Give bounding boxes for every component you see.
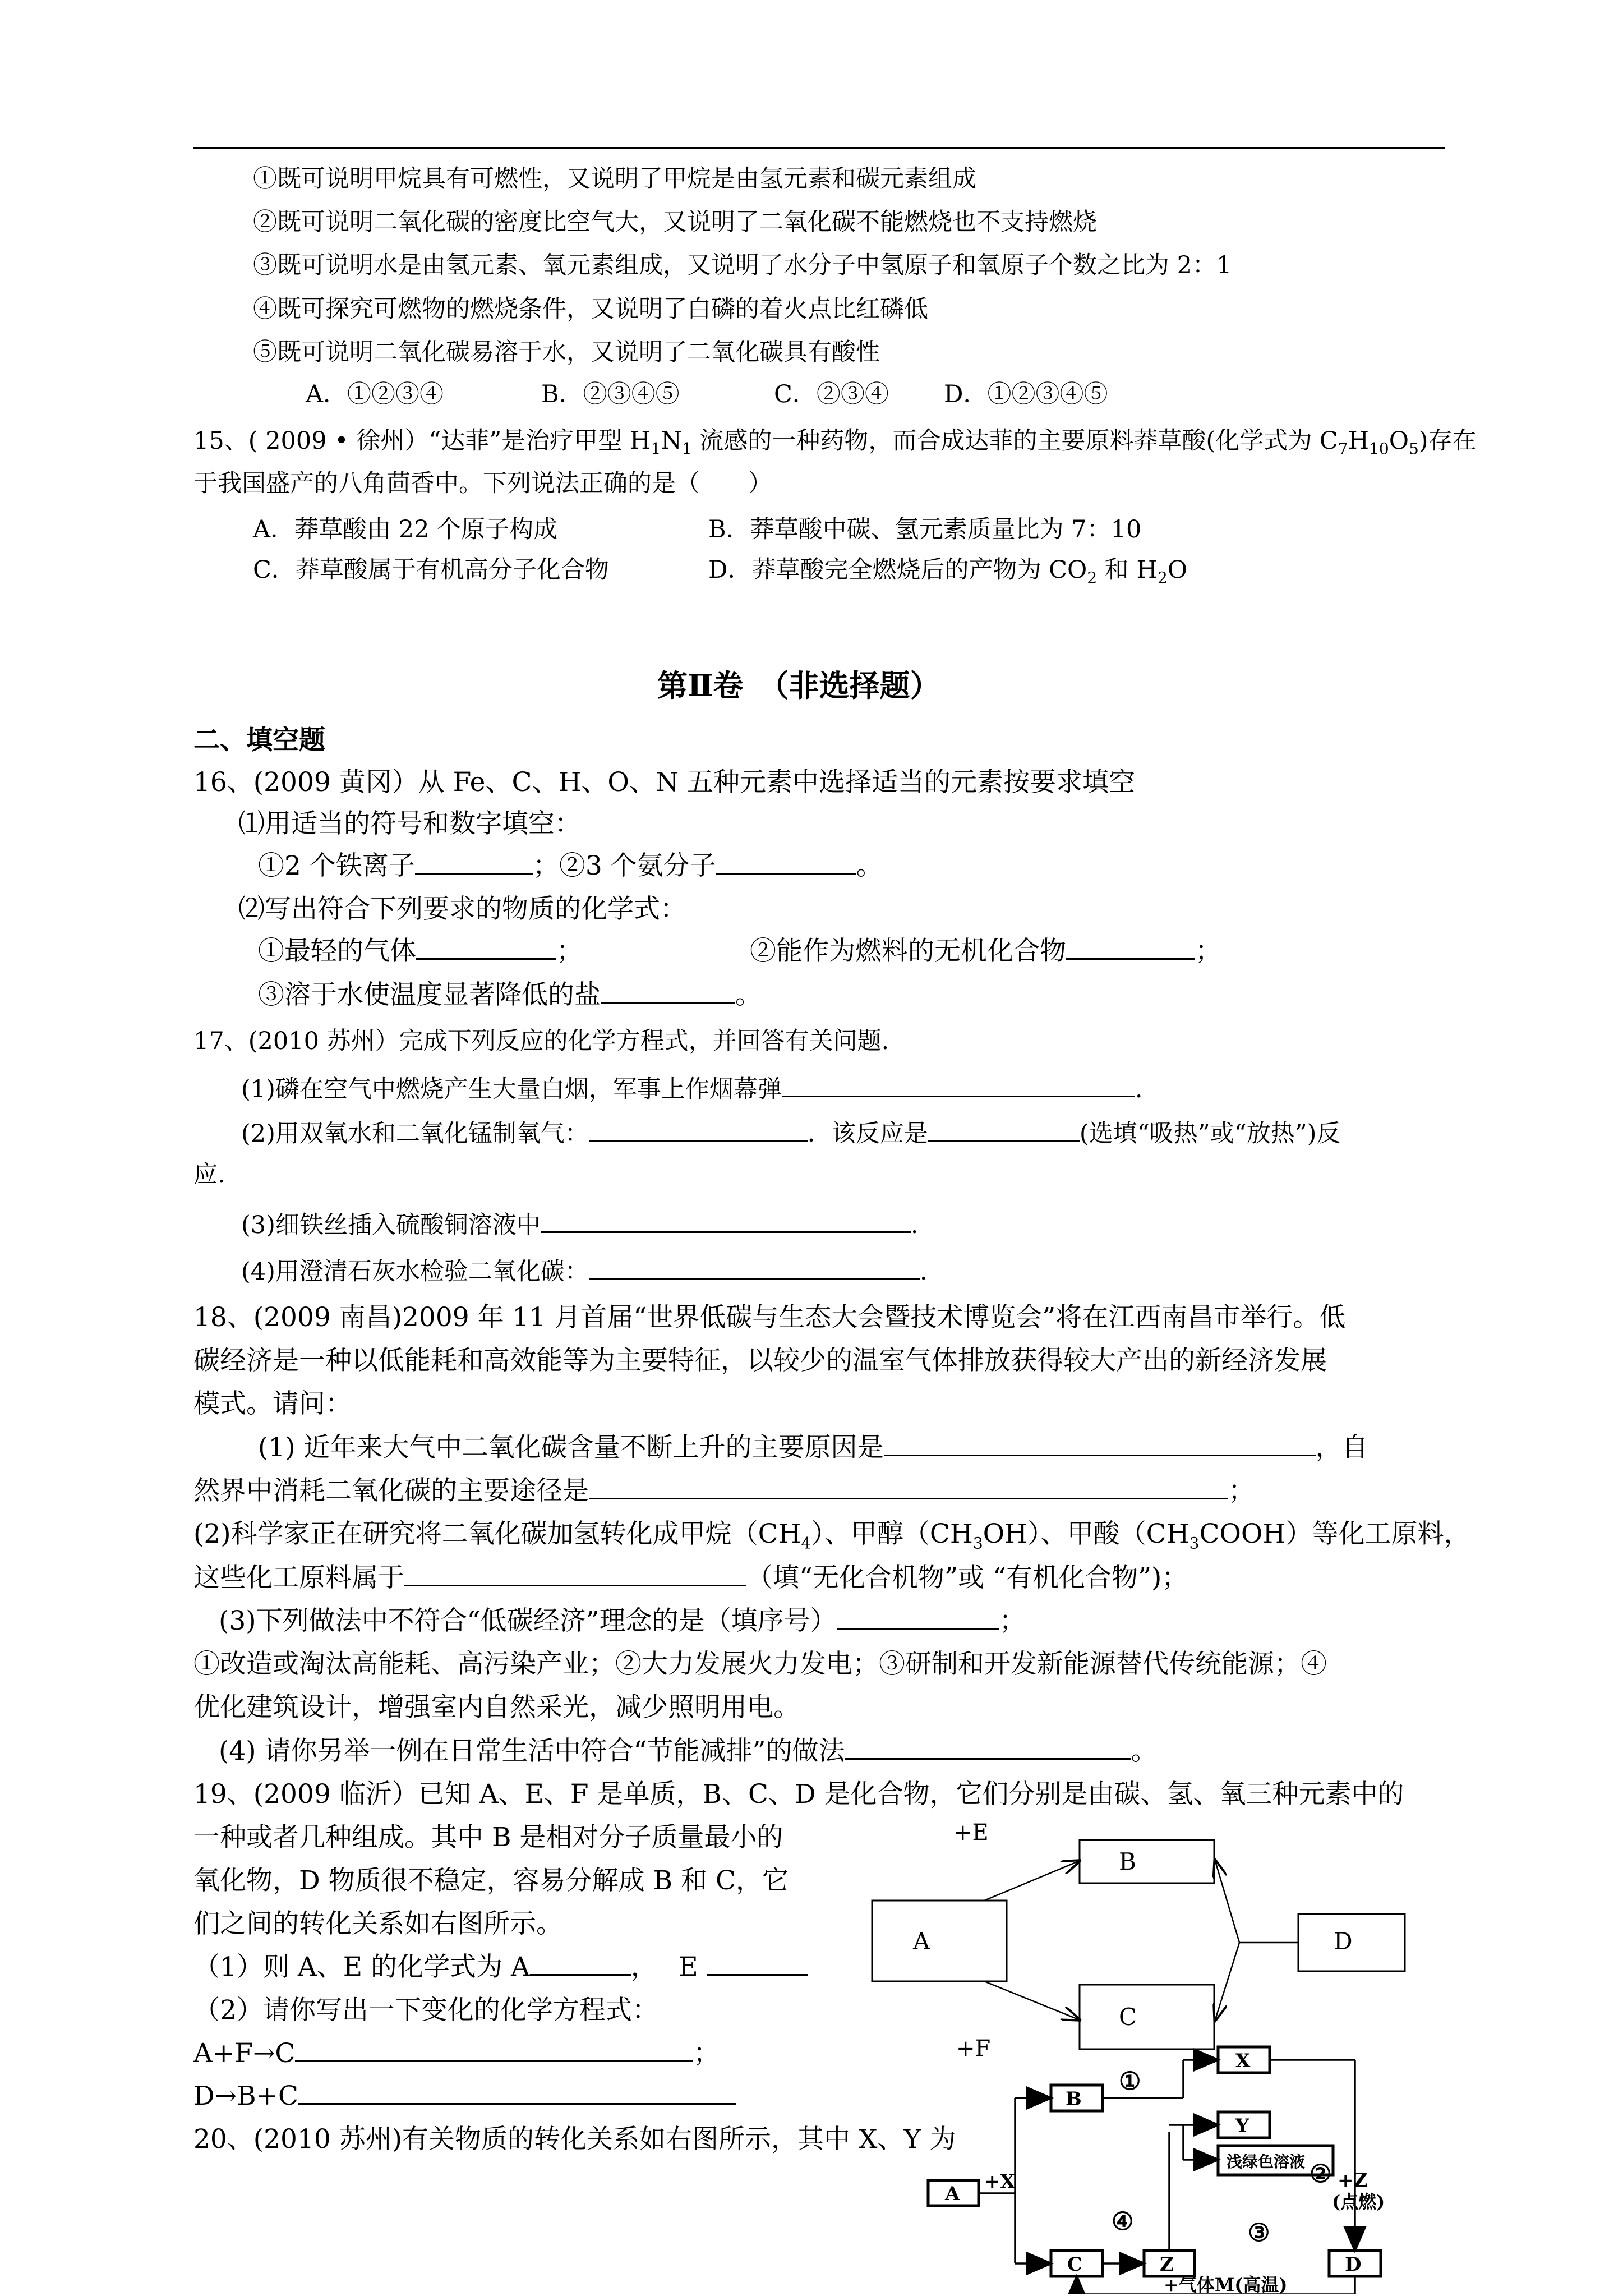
answer-blank[interactable] <box>415 850 533 875</box>
q19-equation-1: A+F→C ； <box>193 2038 720 2069</box>
q16-part-2: ⑵写出符合下列要求的物质的化学式： <box>238 894 686 924</box>
q14-option-3: ③既可说明水是由氢元素、氧元素组成，又说明了水分子中氢原子和氧原子个数之比为 2：1 <box>253 251 1232 279</box>
answer-blank[interactable] <box>884 1432 1316 1456</box>
q16-part-2-row-2: ③溶于水使温度显著降低的盐 。 <box>258 979 762 1010</box>
answer-blank[interactable] <box>782 1073 1135 1097</box>
q18-part-3-options-cont: 优化建筑设计，增强室内自然采光，减少照明用电。 <box>193 1692 800 1723</box>
label-a: A <box>913 1927 930 1955</box>
q14-option-5: ⑤既可说明二氧化碳易溶于水，又说明了二氧化碳具有酸性 <box>253 338 880 366</box>
q19-equation-2: D→B+C <box>193 2080 736 2113</box>
answer-blank[interactable] <box>416 936 556 960</box>
label-d: D <box>1334 1927 1353 1955</box>
q15-choice-b: B．莽草酸中碳、氢元素质量比为 7：10 <box>708 516 1142 544</box>
q16-stem: 16、(2009 黄冈）从 Fe、C、H、O、N 五种元素中选择适当的元素按要求填空 <box>193 767 1136 798</box>
step-1-marker: ① <box>1119 2067 1141 2096</box>
q18-stem-line-3: 模式。请问： <box>193 1388 352 1419</box>
q14-choice-c: C．②③④ <box>774 380 889 408</box>
q17-sub-2-cont: 应. <box>193 1161 225 1189</box>
answer-blank[interactable] <box>601 979 735 1004</box>
section-heading: 二、填空题 <box>193 725 325 756</box>
arrow-right-icon: → <box>214 2081 237 2111</box>
label-b: B <box>1119 1848 1136 1875</box>
step-2-marker: ② <box>1310 2160 1332 2188</box>
answer-blank[interactable] <box>716 850 856 875</box>
label-b: B <box>1066 2088 1082 2110</box>
label-ignite: (点燃) <box>1332 2191 1385 2212</box>
box-a <box>872 1901 1007 1981</box>
q18-part-2: (2)科学家正在研究将二氧化碳加氢转化成甲烷$(CH_4)$、甲醇$(CH_3OH)$、甲酸$(CH_3COOH)$等化工原料， <box>193 1519 1470 1553</box>
q20-stem-line-1: 20、(2010 苏州)有关物质的转化关系如右图所示，其中 X、Y 为 <box>193 2124 956 2155</box>
answer-blank[interactable] <box>589 1117 808 1142</box>
answer-blank[interactable] <box>928 1117 1080 1142</box>
header-rule <box>193 147 1445 149</box>
q15-choice-a: A．莽草酸由 22 个原子构成 <box>253 516 558 544</box>
label-light-green-solution: 浅绿色溶液 <box>1227 2152 1306 2171</box>
answer-blank[interactable] <box>1066 936 1195 960</box>
q19-stem-line-2: 一种或者几种组成。其中 B 是相对分子质量最小的 <box>193 1822 783 1853</box>
q18-stem-line-1: 18、(2009 南昌)2009 年 11 月首届“世界低碳与生态大会暨技术博览会”将在江西南昌市举行。低 <box>193 1302 1346 1333</box>
q19-part-2: （2）请你写出一下变化的化学方程式： <box>193 1995 658 2026</box>
label-c: C <box>1119 2003 1137 2031</box>
label-plus-z: +Z <box>1338 2169 1368 2192</box>
label-gas-m: +气体M(高温) <box>1164 2274 1288 2294</box>
q17-sub-2: (2)用双氧水和二氧化锰制氧气： ．该反应是 (选填“吸热”或“放热”)反 <box>241 1117 1340 1148</box>
q18-part-3: (3)下列做法中不符合“低碳经济”理念的是（填序号） ； <box>219 1605 1026 1636</box>
answer-blank[interactable] <box>845 1736 1131 1760</box>
q19-stem-line-1: 19、(2009 临沂）已知 A、E、F 是单质，B、C、D 是化合物，它们分别是由碳、氢、氧三种元素中的 <box>193 1779 1404 1810</box>
q17-sub-3: (3)细铁丝插入硫酸铜溶液中 . <box>241 1209 919 1240</box>
label-y: Y <box>1235 2115 1249 2137</box>
answer-blank[interactable] <box>404 1562 746 1586</box>
answer-blank[interactable] <box>589 1475 1228 1499</box>
q18-part-4: (4) 请你另举一例在日常生活中符合“节能减排”的做法 。 <box>219 1736 1158 1766</box>
q14-option-2: ②既可说明二氧化碳的密度比空气大，又说明了二氧化碳不能燃烧也不支持燃烧 <box>253 208 1097 236</box>
answer-blank[interactable] <box>707 1952 808 1976</box>
label-d: D <box>1345 2253 1362 2276</box>
label-a: A <box>945 2183 960 2205</box>
q16-part-1: ⑴用适当的符号和数字填空： <box>238 808 581 839</box>
q14-choice-d: D．①②③④⑤ <box>944 380 1108 408</box>
q18-part-1-cont: 然界中消耗二氧化碳的主要途径是 ； <box>193 1475 1255 1506</box>
q15-stem-line-1: 15、( 2009 • 徐州）“达菲”是治疗甲型 $H_1N_1$ 流感的一种药物，而合成达菲的主要原料莽草酸(化学式为 $C_7H_{10}O_5$)存在 <box>193 427 1477 458</box>
q14-option-4: ④既可探究可燃物的燃烧条件，又说明了白磷的着火点比红磷低 <box>253 295 928 323</box>
answer-blank[interactable] <box>589 1255 920 1280</box>
q18-part-3-options: ①改造或淘汰高能耗、高污染产业；②大力发展火力发电；③研制和开发新能源替代传统能源；④ <box>193 1649 1327 1680</box>
q14-option-1: ①既可说明甲烷具有可燃性，又说明了甲烷是由氢元素和碳元素组成 <box>253 165 976 193</box>
q16-part-2-row-1: ①最轻的气体 ； <box>258 936 583 967</box>
answer-blank[interactable] <box>298 2081 736 2105</box>
answer-blank[interactable] <box>541 1209 911 1233</box>
q20-diagram <box>925 2019 1430 2294</box>
q18-stem-line-2: 碳经济是一种以低能耗和高效能等为主要特征，以较少的温室气体排放获得较大产出的新经济发展 <box>193 1345 1327 1376</box>
step-4-marker: ④ <box>1112 2207 1134 2236</box>
step-3-marker: ③ <box>1248 2219 1270 2247</box>
q17-stem: 17、(2010 苏州）完成下列反应的化学方程式，并回答有关问题. <box>193 1027 889 1055</box>
answer-blank[interactable] <box>837 1605 999 1630</box>
q18-part-2-cont: 这些化工原料属于 （填“无化合机物”或 “有机化合物”)； <box>193 1562 1188 1593</box>
label-x: X <box>1235 2050 1251 2072</box>
q16-part-2-row-1b: ②能作为燃料的无机化合物 ； <box>750 936 1221 967</box>
q16-part-1-blanks: ①2 个铁离子 ；②3 个氨分子 。 <box>258 850 883 881</box>
q17-sub-1: (1)磷在空气中燃烧产生大量白烟，军事上作烟幕弹 . <box>241 1073 1143 1104</box>
arrow-right-icon: → <box>252 2038 275 2069</box>
q19-stem-line-3: 氧化物，D 物质很不稳定，容易分解成 B 和 C，它 <box>193 1865 789 1896</box>
q15-choice-d: D．莽草酸完全燃烧后的产物为 $CO_2$ 和 $H_2O$ <box>708 556 1188 587</box>
q14-choice-b: B．②③④⑤ <box>541 380 680 408</box>
answer-blank[interactable] <box>530 1952 631 1976</box>
label-plus-e: +E <box>953 1823 989 1846</box>
q19-stem-line-4: 们之间的转化关系如右图所示。 <box>193 1908 562 1939</box>
q19-part-1: （1）则 A、E 的化学式为 A ， E <box>193 1951 808 1984</box>
q14-choice-a: A．①②③④ <box>306 380 444 408</box>
label-plus-x: +X <box>984 2170 1015 2193</box>
label-c: C <box>1067 2253 1083 2276</box>
label-z: Z <box>1160 2253 1174 2276</box>
q18-part-1: (1) 近年来大气中二氧化碳含量不断上升的主要原因是 ，自 <box>258 1432 1368 1463</box>
box-b <box>1080 1840 1214 1883</box>
label-plus-f: +F <box>956 2036 991 2059</box>
part-two-title: 第Ⅱ卷 （非选择题） <box>657 668 940 703</box>
answer-blank[interactable] <box>295 2038 693 2062</box>
q17-sub-4: (4)用澄清石灰水检验二氧化碳： . <box>241 1255 928 1286</box>
q15-stem-line-2: 于我国盛产的八角茴香中。下列说法正确的是（ ） <box>193 470 772 498</box>
q15-choice-c: C．莽草酸属于有机高分子化合物 <box>253 556 609 584</box>
